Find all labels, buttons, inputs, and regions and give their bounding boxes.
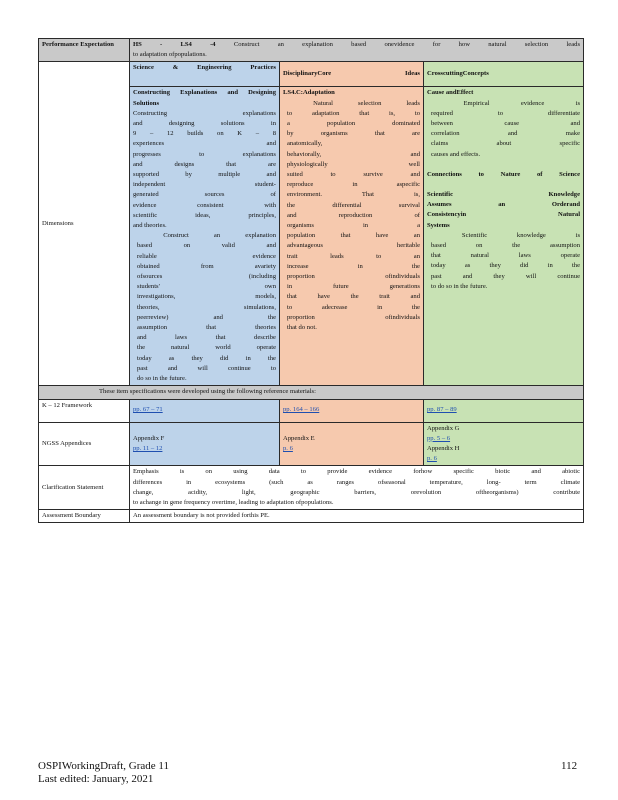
col-head-row bbox=[39, 62, 584, 87]
dci-line: to adecrease in the bbox=[287, 303, 420, 311]
clar-line: change, acidity, light, geographic barriers, orevolution oftheorganisms) contribute bbox=[133, 488, 581, 496]
sep-intro-line: Constructing explanations bbox=[133, 109, 276, 117]
dci-line: Natural selection leads bbox=[283, 99, 420, 107]
dci-cell bbox=[280, 87, 424, 386]
sep-intro-line: evidence consistent with bbox=[133, 201, 276, 209]
sep-bullet-line: Construct an explanation bbox=[133, 232, 276, 240]
footer bbox=[38, 760, 169, 786]
ngss-dci bbox=[280, 422, 424, 466]
pe-text-line1: Construct an explanation based onevidence for how natural selection leads bbox=[233, 41, 581, 48]
footer-edited: Last edited: January, 2021 bbox=[38, 773, 154, 785]
sep-intro-line: 9 – 12 builds on K – 8 bbox=[133, 130, 276, 138]
pe-code: HS - LS4 -4 bbox=[133, 41, 216, 48]
sep-bullet-line: past and will continue to bbox=[137, 364, 276, 372]
ccc-nos-line: to do so in the future. bbox=[431, 282, 488, 290]
sep-bullet-line: investigations, models, bbox=[137, 293, 276, 301]
ccc-nos-line: based on the assumption bbox=[431, 242, 581, 250]
dci-lines bbox=[283, 99, 420, 334]
dci-line: proportion ofindividuals bbox=[287, 273, 420, 281]
dci-line: suited to survive and bbox=[287, 171, 420, 179]
dci-line: proportion ofindividuals bbox=[287, 313, 420, 321]
sep-intro-line: independent student- bbox=[133, 181, 276, 189]
k12-ccc bbox=[424, 399, 584, 422]
dimensions-label: Dimensions bbox=[39, 62, 130, 386]
dci-line: a population dominated bbox=[287, 120, 420, 128]
sep-bullet-line: obtained from avariety bbox=[137, 262, 276, 270]
ngss-dci-link[interactable]: p. 6 bbox=[283, 444, 293, 452]
k12-sep-link[interactable]: pp. 67 – 71 bbox=[133, 406, 163, 414]
sep-bullet-line: students' own bbox=[137, 283, 276, 291]
sep-bullet-line: today as they did in the bbox=[137, 354, 276, 362]
ccc-ce-line: correlation and make bbox=[431, 130, 581, 138]
dci-line: trait leads to an bbox=[287, 252, 420, 260]
ccc-nos-line: Scientific knowledge is bbox=[427, 231, 581, 239]
ngss-sep-link[interactable]: pp. 11 – 12 bbox=[133, 444, 163, 452]
pe-text bbox=[130, 39, 584, 62]
page-number: 112 bbox=[561, 760, 578, 772]
ccc-connections: Connections to Nature of Science bbox=[427, 170, 581, 178]
footer-draft: OSPIWorkingDraft, Grade 11 bbox=[38, 760, 169, 772]
sep-intro-line: generated sources of bbox=[133, 191, 276, 199]
sep-intro-line: and designing solutions in bbox=[133, 120, 276, 128]
sep-bullet-line: theories, simulations, bbox=[137, 303, 276, 311]
pe-row bbox=[39, 39, 584, 62]
sep-col-head: Science & Engineering Practices bbox=[130, 62, 280, 87]
dci-line: environment. That is, bbox=[287, 191, 420, 199]
k12-dci-link[interactable]: pp. 164 – 166 bbox=[283, 406, 320, 414]
ccc-ce-line: between cause and bbox=[431, 120, 581, 128]
clar-label: Clarification Statement bbox=[39, 466, 130, 510]
sep-cell bbox=[130, 87, 280, 386]
k12-ccc-link[interactable]: pp. 87 – 89 bbox=[427, 406, 457, 414]
clar-line: to achange in gene frequency overtime, leading to adaptation ofpopulations. bbox=[133, 498, 334, 506]
ccc-ce-line: causes and effects. bbox=[431, 150, 481, 158]
sep-intro-line: and designs that are bbox=[133, 160, 276, 168]
dci-line: by organisms that are bbox=[287, 130, 420, 138]
ngss-dci-app: Appendix E bbox=[283, 434, 315, 442]
ccc-nos-heading-line: Scientific Knowledge bbox=[427, 191, 581, 199]
ccc-cell bbox=[424, 87, 584, 386]
dci-line: to adaptation that is, to bbox=[287, 109, 420, 117]
ccc-nos-line: that natural laws operate bbox=[431, 252, 581, 260]
ngss-ccc-app1: Appendix G bbox=[427, 424, 460, 432]
ccc-col-head: CrosscuttingConcepts bbox=[424, 62, 584, 87]
dci-line: increase in the bbox=[287, 262, 420, 270]
ref-row bbox=[39, 386, 584, 399]
pe-label: Performance Expectation bbox=[39, 39, 130, 62]
sep-heading: Constructing Explanations and Designing Solutions bbox=[133, 89, 276, 107]
clar-line: differences in ecosystems (such as ranges ofseasonal temperature, long- term climate bbox=[133, 478, 581, 486]
sep-bullet-line: do so in the future. bbox=[137, 375, 187, 383]
ccc-ce-line: claims about specific bbox=[431, 140, 581, 148]
ccc-nos-heading-line: Assumes an Orderand bbox=[427, 201, 581, 209]
dci-line: and reproduction of bbox=[287, 211, 420, 219]
dci-line: the differential survival bbox=[287, 201, 420, 209]
k12-dci bbox=[280, 399, 424, 422]
dci-line: that do not. bbox=[287, 324, 317, 332]
k12-sep bbox=[130, 399, 280, 422]
sep-bullet bbox=[133, 231, 276, 384]
ccc-ce-line: required to differentiate bbox=[431, 109, 581, 117]
dci-line: advantageous heritable bbox=[287, 242, 420, 250]
ngss-ccc-app2: Appendix H bbox=[427, 444, 460, 452]
ccc-nos-lines bbox=[427, 231, 580, 292]
dci-line: behaviorally, and bbox=[287, 150, 420, 158]
ccc-nos-line: today as they did in the bbox=[431, 262, 581, 270]
ccc-nos-heading bbox=[427, 190, 580, 231]
k12-row bbox=[39, 399, 584, 422]
ngss-sep bbox=[130, 422, 280, 466]
sep-intro-line: experiences and bbox=[133, 140, 276, 148]
ccc-nos-line: past and they will continue bbox=[431, 272, 581, 280]
dci-heading: LS4.C:Adaptation bbox=[283, 89, 335, 97]
ngss-label: NGSS Appendices bbox=[39, 422, 130, 466]
ccc-nos-heading-line: Systems bbox=[427, 221, 450, 229]
k12-label: K – 12 Framework bbox=[39, 399, 130, 422]
dci-line: organisms in a bbox=[287, 222, 420, 230]
ref-text: These item specifications were developed using the following reference materials: bbox=[39, 386, 584, 399]
sep-intro-line: scientific ideas, principles, bbox=[133, 211, 276, 219]
sep-bullet-line: and laws that describe bbox=[137, 334, 276, 342]
ccc-nos-heading-line: Consistencyin Natural bbox=[427, 211, 581, 219]
sep-intro-line: and theories. bbox=[133, 222, 167, 230]
ngss-ccc-link1[interactable]: pp. 5 – 6 bbox=[427, 434, 451, 442]
ccc-ce-line: Empirical evidence is bbox=[427, 99, 581, 107]
ccc-heading: Cause andEffect bbox=[427, 89, 474, 97]
sep-intro-line: supported by multiple and bbox=[133, 171, 276, 179]
clar-line: Emphasis is on using data to provide evidence forhow specific biotic and abiotic bbox=[133, 468, 581, 476]
sep-intro-line: progresses to explanations bbox=[133, 150, 276, 158]
ccc-ce-lines bbox=[427, 99, 580, 160]
clar-text bbox=[130, 466, 584, 510]
sep-bullet-line: peerreview) and the bbox=[137, 313, 276, 321]
dci-col-head: DisciplinaryCore Ideas bbox=[280, 62, 424, 87]
item-spec-table bbox=[38, 38, 584, 523]
ngss-sep-app: Appendix F bbox=[133, 434, 165, 442]
dci-line: anatomically, bbox=[287, 140, 323, 148]
ngss-ccc-link2[interactable]: p. 6 bbox=[427, 455, 437, 463]
assess-label: Assessment Boundary bbox=[39, 510, 130, 523]
dci-line: population that have an bbox=[287, 232, 420, 240]
sep-bullet-line: ofsources (including bbox=[137, 273, 276, 281]
dci-line: physiologically well bbox=[287, 160, 420, 168]
pe-text-line2: to adaptation ofpopulations. bbox=[133, 51, 207, 59]
assess-text: An assessment boundary is not provided forthis PE. bbox=[130, 510, 584, 523]
ngss-row bbox=[39, 422, 584, 466]
ngss-ccc bbox=[424, 422, 584, 466]
sep-intro bbox=[133, 109, 276, 231]
sep-bullet-line: reliable evidence bbox=[137, 252, 276, 260]
assess-row bbox=[39, 510, 584, 523]
dci-line: reproduce in aspecific bbox=[287, 181, 420, 189]
sep-bullet-line: assumption that theories bbox=[137, 324, 276, 332]
dci-line: in future generations bbox=[287, 283, 420, 291]
dci-line: that have the trait and bbox=[287, 293, 420, 301]
clar-row bbox=[39, 466, 584, 510]
sep-bullet-line: based on valid and bbox=[137, 242, 276, 250]
sep-bullet-line: the natural world operate bbox=[137, 344, 276, 352]
